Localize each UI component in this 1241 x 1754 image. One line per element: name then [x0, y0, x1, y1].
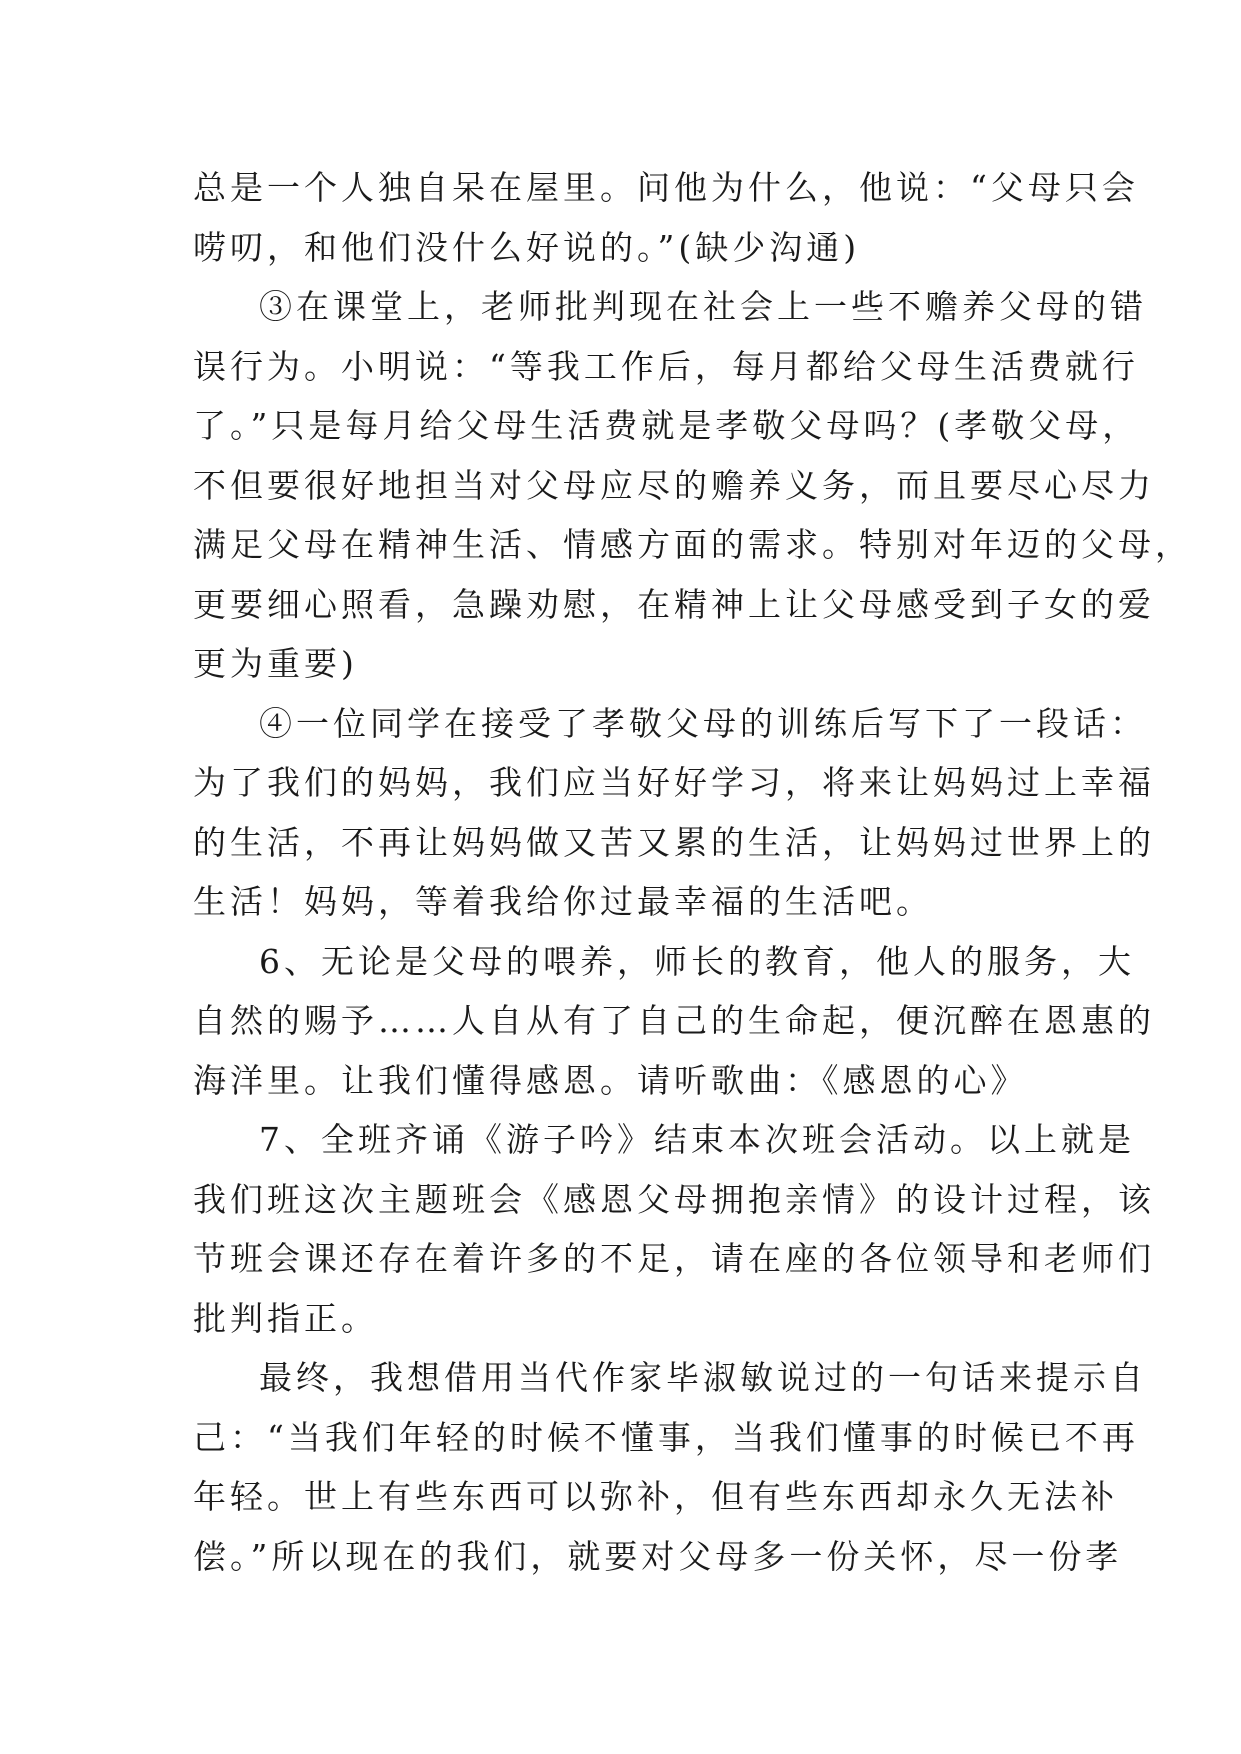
text-line: 为了我们的妈妈，我们应当好好学习，将来让妈妈过上幸福	[193, 763, 1155, 802]
paragraph-start-line: 6、无论是父母的喂养，师长的教育，他人的服务，大	[259, 941, 1135, 981]
text-line: 批判指正。	[193, 1298, 378, 1338]
text-line: 了。”只是每月给父母生活费就是孝敬父母吗？(孝敬父母，	[193, 406, 1140, 445]
text-line: 己：“当我们年轻的时候不懂事，当我们懂事的时候已不再	[193, 1417, 1139, 1457]
text-line: 年轻。世上有些东西可以弥补，但有些东西却永久无法补	[193, 1477, 1118, 1516]
text-line: 误行为。小明说：“等我工作后，每月都给父母生活费就行	[193, 346, 1139, 386]
text-line: 满足父母在精神生活、情感方面的需求。特别对年迈的父母，	[193, 525, 1192, 564]
text-line: 更为重要)	[193, 644, 358, 683]
text-line: 不但要很好地担当对父母应尽的赡养义务，而且要尽心尽力	[193, 465, 1155, 505]
text-line: 唠叨，和他们没什么好说的。”(缺少沟通)	[193, 227, 861, 267]
text-line: 更要细心照看，急躁劝慰，在精神上让父母感受到子女的爱	[193, 584, 1155, 624]
text-line: 偿。”所以现在的我们，就要对父母多一份关怀，尽一份孝	[193, 1536, 1123, 1576]
text-line: 海洋里。让我们懂得感恩。请听歌曲：《感恩的心》	[193, 1060, 1028, 1100]
document-body	[193, 158, 1192, 1586]
paragraph-start-line: 最终，我想借用当代作家毕淑敏说过的一句话来提示自	[259, 1358, 1147, 1397]
text-line: 自然的赐予……人自从有了自己的生命起，便沉醉在恩惠的	[193, 1001, 1155, 1040]
paragraph-start-line: 7、全班齐诵《游子吟》结束本次班会活动。以上就是	[259, 1120, 1135, 1159]
text-line: 总是一个人独自呆在屋里。问他为什么，他说：“父母只会	[193, 168, 1139, 207]
paragraph-start-line: ④一位同学在接受了孝敬父母的训练后写下了一段话：	[259, 703, 1147, 743]
paragraph-start-line: ③在课堂上，老师批判现在社会上一些不赡养父母的错	[259, 287, 1147, 326]
text-line: 的生活，不再让妈妈做又苦又累的生活，让妈妈过世界上的	[193, 822, 1155, 862]
text-line: 生活！妈妈，等着我给你过最幸福的生活吧。	[193, 882, 933, 921]
text-line: 我们班这次主题班会《感恩父母拥抱亲情》的设计过程，该	[193, 1179, 1155, 1219]
text-line: 节班会课还存在着许多的不足，请在座的各位领导和老师们	[193, 1239, 1155, 1278]
